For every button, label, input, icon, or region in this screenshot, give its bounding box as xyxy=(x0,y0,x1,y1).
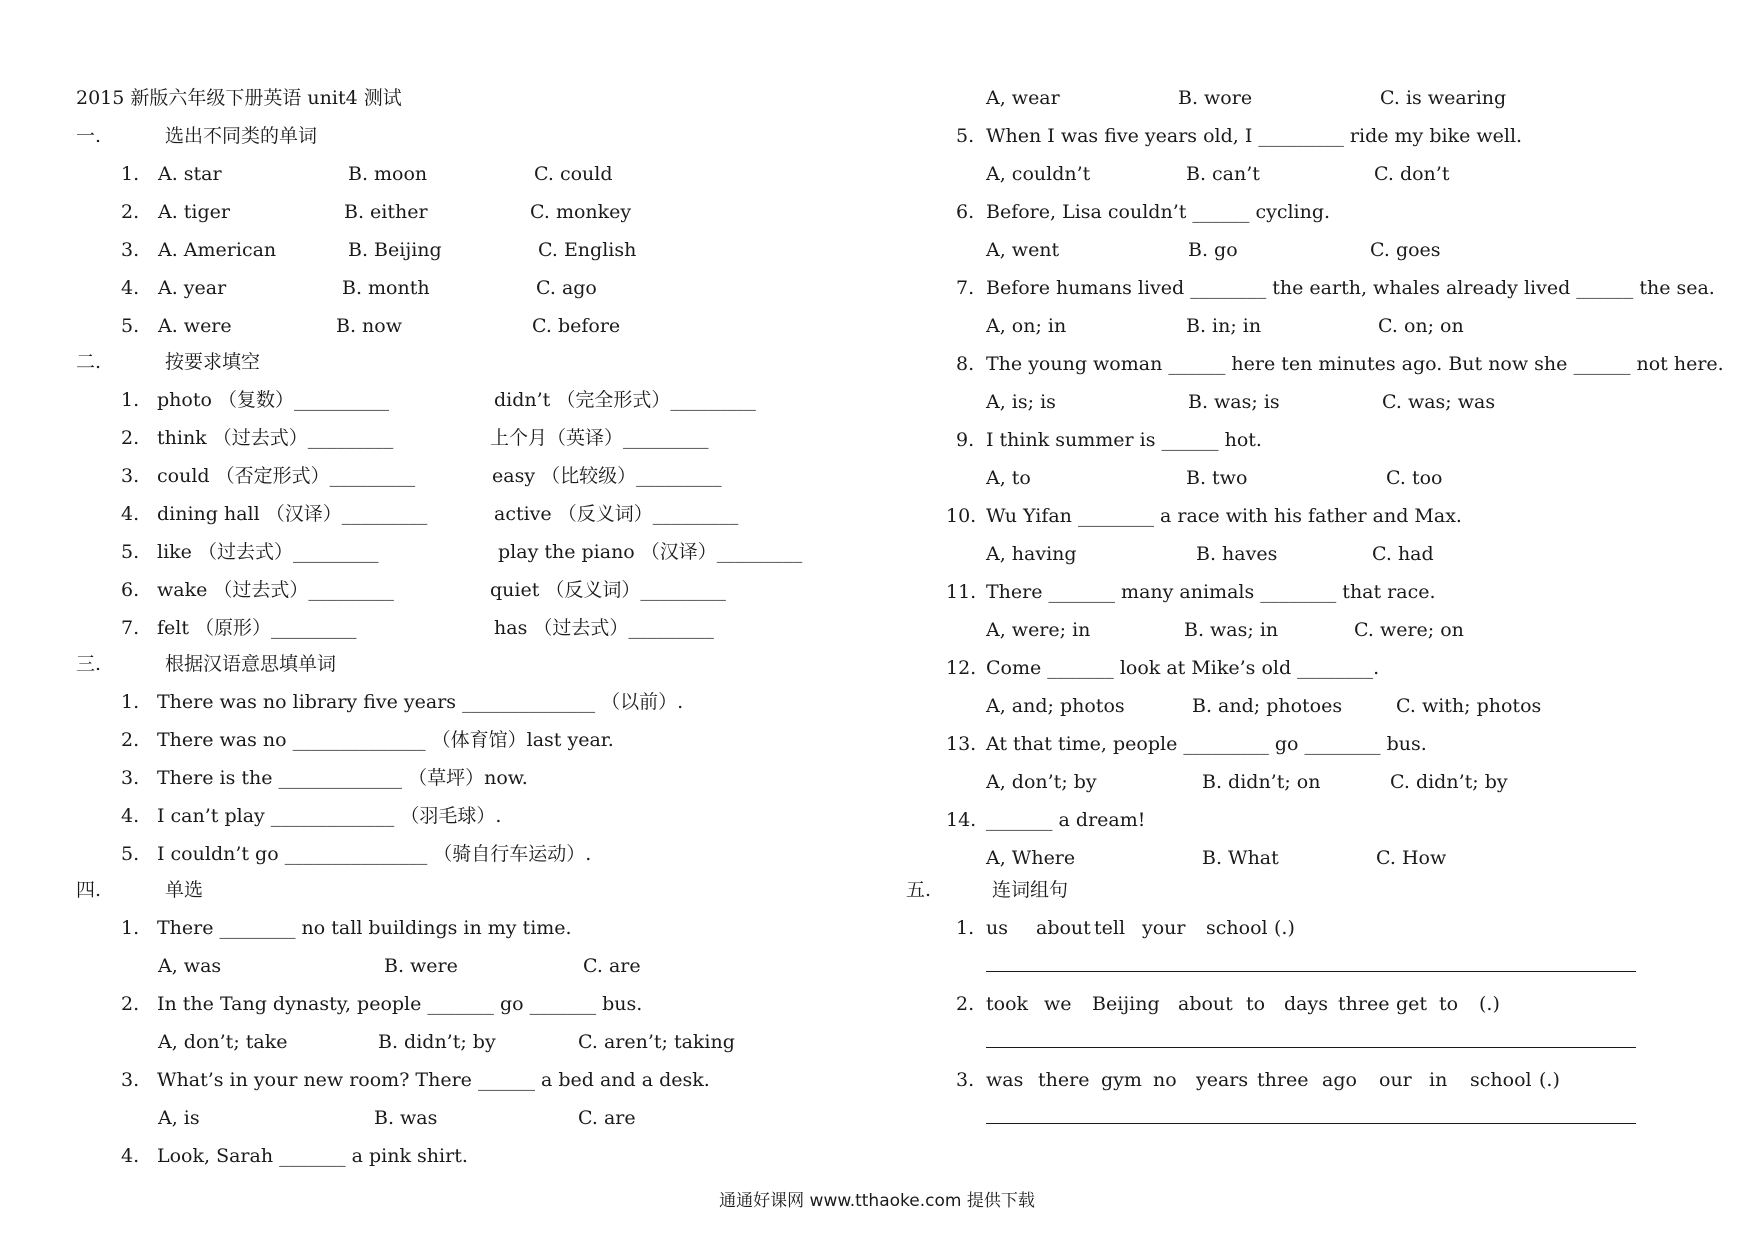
option-b: B. two xyxy=(1186,467,1248,489)
sentence: There was no library five years ______________ （以前）. xyxy=(157,691,684,713)
scrambled-word: school xyxy=(1206,917,1268,939)
option-a: A. year xyxy=(158,277,227,299)
option-a: A, on; in xyxy=(986,315,1067,337)
option-b: B. was; in xyxy=(1184,619,1279,641)
option-c: C. could xyxy=(534,163,613,185)
option-a: A, went xyxy=(986,239,1060,261)
section-title: 选出不同类的单词 xyxy=(165,125,318,147)
option-b: B. month xyxy=(342,277,430,299)
fill-left: dining hall （汉译）_________ xyxy=(157,503,428,525)
scrambled-word: there xyxy=(1038,1069,1090,1091)
sentence: I couldn’t go _______________ （骑自行车运动）. xyxy=(157,843,592,865)
question: What’s in your new room? There ______ a bed and a desk. xyxy=(157,1069,710,1091)
option-b: B. didn’t; by xyxy=(378,1031,496,1053)
footer: 通通好课网 www.tthaoke.com 提供下载 xyxy=(719,1191,1035,1211)
fill-left: photo （复数）__________ xyxy=(157,389,389,411)
page-title: 2015 新版六年级下册英语 unit4 测试 xyxy=(76,87,402,109)
option-b: B. was; is xyxy=(1188,391,1280,413)
scrambled-word: tell xyxy=(1094,917,1126,939)
fill-right: has （过去式）_________ xyxy=(494,617,714,639)
fill-right: play the piano （汉译）_________ xyxy=(498,541,803,563)
answer-line[interactable] xyxy=(986,1123,1636,1124)
scrambled-word: us xyxy=(986,917,1008,939)
option-c: C. with; photos xyxy=(1396,695,1542,717)
scrambled-word: days xyxy=(1284,993,1328,1015)
answer-line[interactable] xyxy=(986,1047,1636,1048)
option-b: B. moon xyxy=(348,163,428,185)
question: The young woman ______ here ten minutes ago. But now she ______ not here. xyxy=(986,353,1724,375)
option-a: A. star xyxy=(158,163,222,185)
scrambled-word: Beijing xyxy=(1092,993,1160,1015)
item-number: 3. xyxy=(121,239,140,261)
option-a: A, having xyxy=(986,543,1077,565)
scrambled-word: (.) xyxy=(1539,1069,1560,1091)
option-b: B. and; photoes xyxy=(1192,695,1343,717)
option-b: B. can’t xyxy=(1186,163,1260,185)
question: _______ a dream! xyxy=(986,809,1146,831)
item-number: 13. xyxy=(946,733,977,755)
section-title: 根据汉语意思填单词 xyxy=(165,653,337,675)
sentence: There is the _____________ （草坪）now. xyxy=(157,767,528,789)
fill-right: 上个月（英译）_________ xyxy=(490,427,709,449)
option-b: B. either xyxy=(344,201,428,223)
scrambled-word: to xyxy=(1439,993,1459,1015)
item-number: 3. xyxy=(121,465,140,487)
option-b: B. were xyxy=(384,955,458,977)
scrambled-word: (.) xyxy=(1274,917,1295,939)
fill-left: could （否定形式）_________ xyxy=(157,465,416,487)
option-b: B. didn’t; on xyxy=(1202,771,1321,793)
item-number: 5. xyxy=(956,125,975,147)
option-a: A, and; photos xyxy=(986,695,1125,717)
section-number: 一. xyxy=(76,125,102,147)
scrambled-word: we xyxy=(1044,993,1072,1015)
item-number: 14. xyxy=(946,809,977,831)
option-c: C. on; on xyxy=(1378,315,1464,337)
item-number: 11. xyxy=(946,581,977,603)
item-number: 2. xyxy=(956,993,975,1015)
option-c: C. English xyxy=(538,239,637,261)
scrambled-word: no xyxy=(1153,1069,1177,1091)
option-a: A, is; is xyxy=(986,391,1056,413)
scrambled-word: was xyxy=(986,1069,1024,1091)
scrambled-word: about xyxy=(1178,993,1233,1015)
section-title: 单选 xyxy=(165,879,204,901)
option-a: A, is xyxy=(158,1107,200,1129)
item-number: 8. xyxy=(956,353,975,375)
item-number: 9. xyxy=(956,429,975,451)
scrambled-word: ago xyxy=(1322,1069,1357,1091)
scrambled-word: in xyxy=(1429,1069,1448,1091)
option-c: C. are xyxy=(583,955,641,977)
scrambled-word: three xyxy=(1338,993,1390,1015)
question: There ________ no tall buildings in my time. xyxy=(157,917,572,939)
question: Wu Yifan ________ a race with his father and Max. xyxy=(986,505,1462,527)
question: Look, Sarah _______ a pink shirt. xyxy=(157,1145,468,1167)
option-a: A. were xyxy=(158,315,232,337)
section-number: 四. xyxy=(76,879,102,901)
question: There _______ many animals ________ that race. xyxy=(986,581,1436,603)
option-c: C. was; was xyxy=(1382,391,1496,413)
item-number: 5. xyxy=(121,541,140,563)
section-title: 连词组句 xyxy=(992,879,1069,901)
option-c: C. didn’t; by xyxy=(1390,771,1508,793)
option-c: C. aren’t; taking xyxy=(578,1031,735,1053)
option-a: A, don’t; take xyxy=(158,1031,288,1053)
option-a: A, couldn’t xyxy=(986,163,1091,185)
option-b: B. Beijing xyxy=(348,239,442,261)
item-number: 4. xyxy=(121,277,140,299)
option-c: C. goes xyxy=(1370,239,1441,261)
item-number: 3. xyxy=(956,1069,975,1091)
item-number: 3. xyxy=(121,767,140,789)
scrambled-word: to xyxy=(1246,993,1266,1015)
option-c: C. How xyxy=(1376,847,1447,869)
item-number: 1. xyxy=(121,389,140,411)
option-b: B. now xyxy=(336,315,402,337)
question: In the Tang dynasty, people _______ go _______ bus. xyxy=(157,993,643,1015)
option-a: A, wear xyxy=(986,87,1060,109)
question: Come _______ look at Mike’s old ________. xyxy=(986,657,1380,679)
fill-left: like （过去式）_________ xyxy=(157,541,379,563)
option-a: A, was xyxy=(158,955,222,977)
item-number: 6. xyxy=(121,579,140,601)
fill-right: didn’t （完全形式）_________ xyxy=(494,389,756,411)
sentence: I can’t play _____________ （羽毛球）. xyxy=(157,805,502,827)
option-a: A. tiger xyxy=(158,201,231,223)
item-number: 7. xyxy=(956,277,975,299)
question: Before humans lived ________ the earth, whales already lived ______ the sea. xyxy=(986,277,1715,299)
option-c: C. ago xyxy=(536,277,597,299)
answer-line[interactable] xyxy=(986,971,1636,972)
option-a: A, don’t; by xyxy=(986,771,1097,793)
option-a: A, were; in xyxy=(986,619,1091,641)
option-b: B. wore xyxy=(1178,87,1253,109)
question: When I was five years old, I _________ ride my bike well. xyxy=(986,125,1523,147)
item-number: 2. xyxy=(121,729,140,751)
item-number: 1. xyxy=(956,917,975,939)
item-number: 1. xyxy=(121,163,140,185)
scrambled-word: get xyxy=(1396,993,1428,1015)
scrambled-word: three xyxy=(1257,1069,1309,1091)
option-a: A. American xyxy=(158,239,277,261)
option-b: B. in; in xyxy=(1186,315,1262,337)
question: I think summer is ______ hot. xyxy=(986,429,1262,451)
option-c: C. is wearing xyxy=(1380,87,1507,109)
item-number: 1. xyxy=(121,917,140,939)
item-number: 10. xyxy=(946,505,977,527)
option-a: A, Where xyxy=(986,847,1076,869)
scrambled-word: about xyxy=(1036,917,1091,939)
item-number: 2. xyxy=(121,201,140,223)
fill-left: think （过去式）_________ xyxy=(157,427,394,449)
option-c: C. don’t xyxy=(1374,163,1450,185)
option-b: B. haves xyxy=(1196,543,1278,565)
scrambled-word: gym xyxy=(1101,1069,1142,1091)
section-number: 三. xyxy=(76,653,102,675)
scrambled-word: your xyxy=(1142,917,1186,939)
option-c: C. are xyxy=(578,1107,636,1129)
option-a: A, to xyxy=(986,467,1031,489)
scrambled-word: our xyxy=(1379,1069,1412,1091)
item-number: 2. xyxy=(121,427,140,449)
section-number: 二. xyxy=(76,351,102,373)
fill-right: quiet （反义词）_________ xyxy=(490,579,726,601)
option-c: C. had xyxy=(1372,543,1434,565)
section-title: 按要求填空 xyxy=(165,351,261,373)
item-number: 4. xyxy=(121,805,140,827)
item-number: 4. xyxy=(121,1145,140,1167)
fill-right: easy （比较级）_________ xyxy=(492,465,722,487)
scrambled-word: years xyxy=(1196,1069,1249,1091)
item-number: 12. xyxy=(946,657,977,679)
question: Before, Lisa couldn’t ______ cycling. xyxy=(986,201,1331,223)
item-number: 2. xyxy=(121,993,140,1015)
item-number: 3. xyxy=(121,1069,140,1091)
item-number: 7. xyxy=(121,617,140,639)
item-number: 5. xyxy=(121,315,140,337)
option-c: C. monkey xyxy=(530,201,632,223)
option-c: C. were; on xyxy=(1354,619,1464,641)
fill-left: felt （原形）_________ xyxy=(157,617,357,639)
option-b: B. What xyxy=(1202,847,1279,869)
option-c: C. before xyxy=(532,315,621,337)
item-number: 1. xyxy=(121,691,140,713)
section-number: 五. xyxy=(906,879,932,901)
item-number: 6. xyxy=(956,201,975,223)
option-b: B. go xyxy=(1188,239,1238,261)
scrambled-word: (.) xyxy=(1479,993,1500,1015)
sentence: There was no ______________ （体育馆）last year. xyxy=(157,729,614,751)
option-c: C. too xyxy=(1386,467,1443,489)
option-b: B. was xyxy=(374,1107,438,1129)
item-number: 5. xyxy=(121,843,140,865)
scrambled-word: school xyxy=(1470,1069,1532,1091)
fill-right: active （反义词）_________ xyxy=(494,503,739,525)
item-number: 4. xyxy=(121,503,140,525)
scrambled-word: took xyxy=(986,993,1029,1015)
question: At that time, people _________ go ________ bus. xyxy=(986,733,1427,755)
fill-left: wake （过去式）_________ xyxy=(157,579,394,601)
